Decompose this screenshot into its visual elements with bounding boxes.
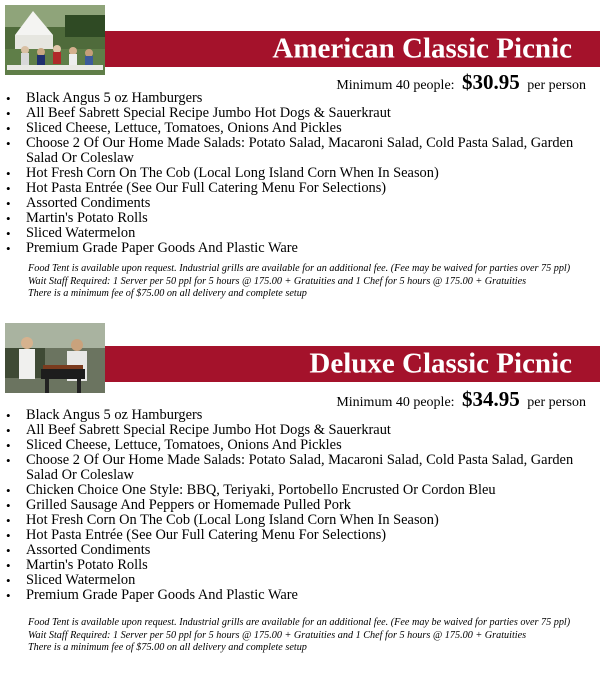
- picnic-tent-crowd-icon: [5, 5, 105, 75]
- delivery-fee-note: There is a minimum fee of $75.00 on all delivery and complete setup: [28, 288, 307, 299]
- list-item: • Sliced Cheese, Lettuce, Tomatoes, Onions And Pickles: [6, 121, 596, 136]
- list-item: • Premium Grade Paper Goods And Plastic Ware: [6, 241, 596, 256]
- list-item: • Premium Grade Paper Goods And Plastic Ware: [6, 588, 596, 603]
- minimum-label: Minimum 40 people:: [336, 395, 455, 410]
- list-item: • Hot Fresh Corn On The Cob (Local Long Island Corn When In Season): [6, 513, 596, 528]
- list-item: • Assorted Condiments: [6, 543, 596, 558]
- minimum-label: Minimum 40 people:: [336, 78, 455, 93]
- list-item: • All Beef Sabrett Special Recipe Jumbo Hot Dogs & Sauerkraut: [6, 106, 596, 121]
- list-item: • Black Angus 5 oz Hamburgers: [6, 408, 596, 423]
- list-item: • Sliced Cheese, Lettuce, Tomatoes, Onions And Pickles: [6, 438, 596, 453]
- section-title: Deluxe Classic Picnic: [309, 347, 572, 380]
- list-item: • Grilled Sausage And Peppers or Homemade Pulled Pork: [6, 498, 596, 513]
- list-item: • All Beef Sabrett Special Recipe Jumbo Hot Dogs & Sauerkraut: [6, 423, 596, 438]
- menu-items-list: [6, 91, 596, 256]
- list-item: • Martin's Potato Rolls: [6, 558, 596, 573]
- food-tent-note: Food Tent is available upon request. Industrial grills are available for an additional fee. (Fee may be waived for parties over 75 ppl): [28, 617, 571, 628]
- list-item: • Choose 2 Of Our Home Made Salads: Potato Salad, Macaroni Salad, Cold Pasta Salad, Garden Salad Or Coleslaw: [6, 453, 596, 483]
- list-item: • Hot Fresh Corn On The Cob (Local Long Island Corn When In Season): [6, 166, 596, 181]
- wait-staff-note: Wait Staff Required: 1 Server per 50 ppl for 5 hours @ 175.00 + Gratuities and 1 Chef for 5 hours @ 175.00 + Gratuities: [28, 629, 527, 641]
- list-item: • Black Angus 5 oz Hamburgers: [6, 91, 596, 106]
- picnic-tent-photo: [5, 5, 105, 75]
- chef-grilling-photo: [5, 323, 105, 393]
- list-item: • Sliced Watermelon: [6, 226, 596, 241]
- menu-items-list: [6, 408, 596, 603]
- list-item: • Martin's Potato Rolls: [6, 211, 596, 226]
- delivery-fee-note: There is a minimum fee of $75.00 on all delivery and complete setup: [28, 642, 307, 653]
- list-item: • Hot Pasta Entrée (See Our Full Catering Menu For Selections): [6, 181, 596, 196]
- section-banner: [105, 346, 600, 382]
- section-title: American Classic Picnic: [272, 32, 572, 65]
- section-banner: [105, 31, 600, 67]
- wait-staff-note: Wait Staff Required: 1 Server per 50 ppl for 5 hours @ 175.00 + Gratuities and 1 Chef for 5 hours @ 175.00 + Gratuities: [28, 275, 527, 287]
- list-item: • Assorted Condiments: [6, 196, 596, 211]
- section-notes: [28, 617, 593, 655]
- food-tent-note: Food Tent is available upon request. Industrial grills are available for an additional fee. (Fee may be waived for parties over 75 ppl): [28, 263, 571, 274]
- section-notes: [28, 263, 593, 301]
- per-person-label: per person: [527, 395, 586, 410]
- price: $30.95: [462, 70, 520, 94]
- per-person-label: per person: [527, 78, 586, 93]
- list-item: • Hot Pasta Entrée (See Our Full Catering Menu For Selections): [6, 528, 596, 543]
- list-item: • Chicken Choice One Style: BBQ, Teriyaki, Portobello Encrusted Or Cordon Bleu: [6, 483, 596, 498]
- price: $34.95: [462, 387, 520, 411]
- list-item: • Sliced Watermelon: [6, 573, 596, 588]
- chef-grilling-icon: [5, 323, 105, 393]
- list-item: • Choose 2 Of Our Home Made Salads: Potato Salad, Macaroni Salad, Cold Pasta Salad, Garden Salad Or Coleslaw: [6, 136, 596, 166]
